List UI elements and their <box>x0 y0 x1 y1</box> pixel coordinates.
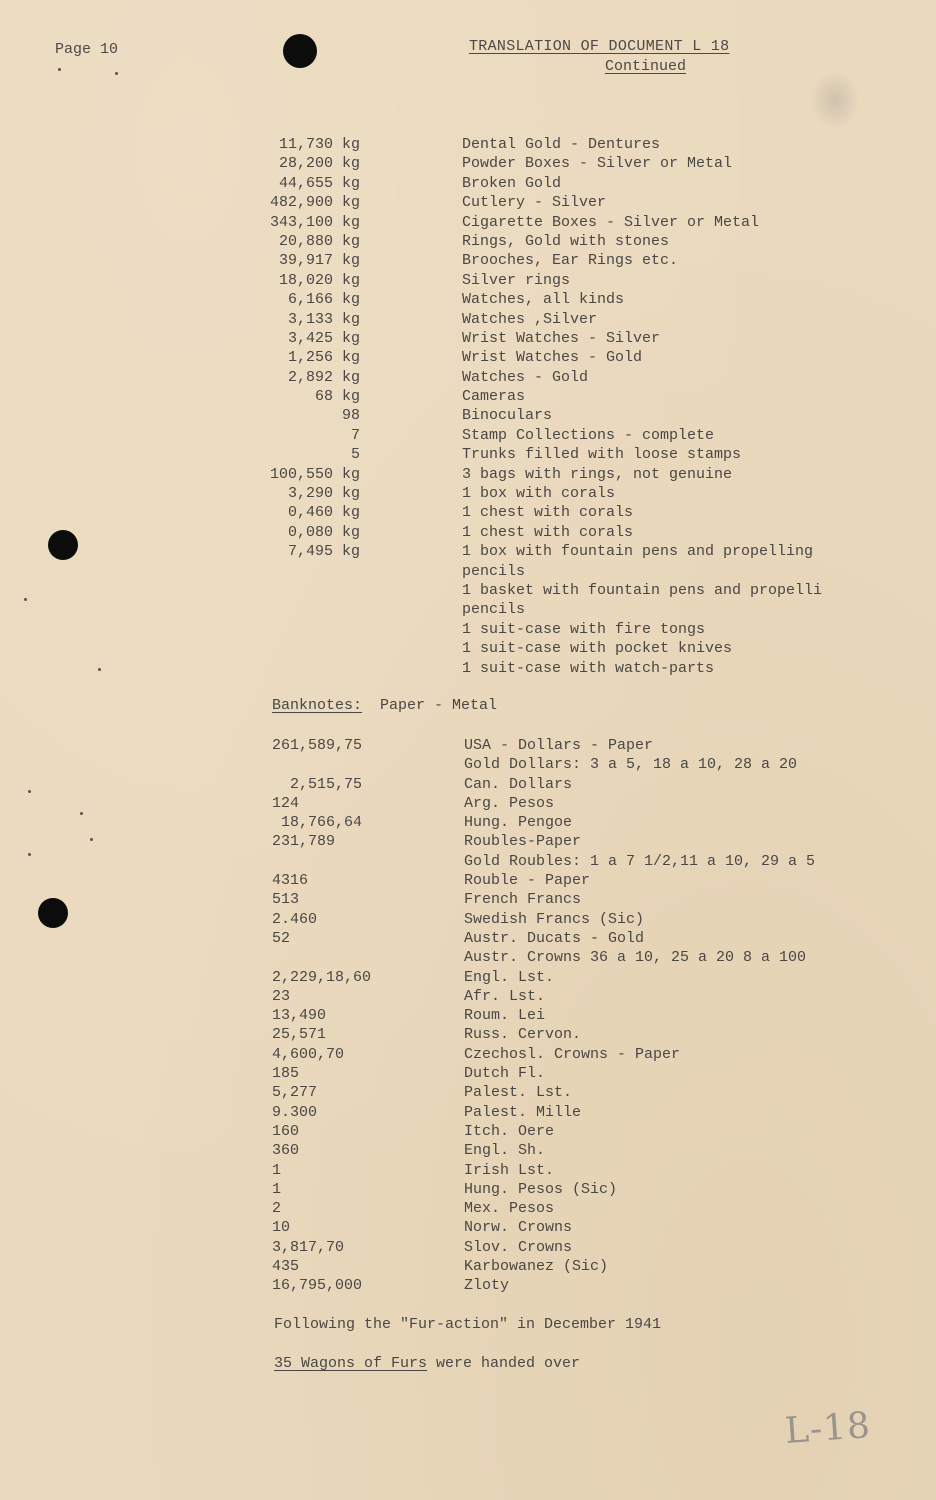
banknote-description: Dutch Fl. <box>464 1065 546 1083</box>
banknote-amount: 261,589,75 <box>272 737 363 754</box>
banknote-description: Arg. Pesos <box>464 794 555 812</box>
valuable-description: Silver rings <box>462 271 571 289</box>
banknote-description: Hung. Pesos (Sic) <box>464 1180 618 1198</box>
valuable-description: Cigarette Boxes - Silver or Metal <box>462 213 760 231</box>
valuable-description: Dental Gold - Dentures <box>462 136 661 153</box>
valuable-description: pencils <box>462 562 526 580</box>
wagons-rest: were handed over <box>427 1355 581 1372</box>
valuable-description: 1 suit-case with pocket knives <box>462 640 733 658</box>
banknote-amount: 16,795,000 <box>272 1277 363 1295</box>
banknote-description: Austr. Ducats - Gold <box>464 929 645 947</box>
valuable-quantity: 3,133 kg <box>287 310 360 328</box>
valuable-quantity <box>240 659 360 678</box>
valuable-quantity: 11,730 kg <box>278 136 360 153</box>
valuable-description: Powder Boxes - Silver or Metal <box>462 155 733 173</box>
valuable-description: Watches - Gold <box>462 368 589 386</box>
banknote-amount: 185 <box>272 1065 300 1083</box>
banknote-amount: 1 <box>272 1180 282 1198</box>
continued-label: Continued <box>605 58 687 75</box>
banknote-description: Engl. Lst. <box>464 968 555 986</box>
valuable-description: 1 suit-case with fire tongs <box>462 620 706 638</box>
valuable-quantity <box>240 600 360 619</box>
banknote-amount <box>272 852 452 871</box>
banknote-amount: 160 <box>272 1122 300 1140</box>
valuable-quantity: 68 kg <box>314 388 360 406</box>
valuable-description: 1 suit-case with watch-parts <box>462 659 715 677</box>
banknotes-heading <box>272 697 497 714</box>
banknote-description: Engl. Sh. <box>464 1142 546 1160</box>
banknotes-label: Banknotes: <box>272 697 363 714</box>
speck <box>98 668 101 671</box>
banknote-amount: 435 <box>272 1258 300 1276</box>
valuables-quantity-column <box>240 135 360 678</box>
valuable-quantity: 343,100 kg <box>269 213 360 231</box>
valuable-quantity <box>240 581 360 600</box>
banknote-amount: 2.460 <box>272 910 318 928</box>
speck <box>24 598 27 601</box>
valuable-description: 1 chest with corals <box>462 523 634 541</box>
speck <box>28 790 31 793</box>
valuable-quantity: 18,020 kg <box>278 271 360 289</box>
banknote-description: Roubles-Paper <box>464 833 582 851</box>
speck <box>80 812 83 815</box>
banknote-amount: 2 <box>272 1200 282 1218</box>
banknote-amount: 124 <box>272 794 300 812</box>
banknote-description: Palest. Lst. <box>464 1084 573 1102</box>
banknote-description: Swedish Francs (Sic) <box>464 910 645 928</box>
banknote-amount: 10 <box>272 1219 291 1237</box>
banknote-amount: 9.300 <box>272 1103 318 1121</box>
valuable-quantity: 20,880 kg <box>278 232 360 250</box>
banknote-amount: 231,789 <box>272 833 336 851</box>
page-number: Page 10 <box>55 41 119 58</box>
wagons-line <box>274 1355 580 1372</box>
valuable-description: Wrist Watches - Silver <box>462 329 661 347</box>
banknote-description: Norw. Crowns <box>464 1219 573 1237</box>
banknote-description: Slov. Crowns <box>464 1238 573 1256</box>
valuable-description: 1 box with fountain pens and propelling <box>462 543 814 561</box>
banknote-description: Gold Roubles: 1 a 7 1/2,11 a 10, 29 a 5 <box>464 852 816 870</box>
banknote-amount: 360 <box>272 1142 300 1160</box>
speck <box>28 853 31 856</box>
valuable-description: Wrist Watches - Gold <box>462 349 643 367</box>
valuable-description: Watches, all kinds <box>462 291 625 309</box>
banknote-description: Zloty <box>464 1277 510 1295</box>
banknote-amount: 25,571 <box>272 1026 327 1044</box>
banknote-amount: 4,600,70 <box>272 1045 345 1063</box>
banknote-amount: 5,277 <box>272 1084 318 1102</box>
handwritten-marginal-note: L-18 <box>783 1405 873 1452</box>
banknote-amount: 1 <box>272 1161 282 1179</box>
valuable-quantity: 2,892 kg <box>287 368 360 386</box>
valuable-quantity: 1,256 kg <box>287 349 360 367</box>
valuable-quantity: 98 <box>341 407 360 425</box>
valuable-quantity: 100,550 kg <box>269 465 360 483</box>
paper-stain <box>810 70 860 130</box>
banknote-amount: 52 <box>272 929 291 947</box>
valuable-description: Rings, Gold with stones <box>462 232 670 250</box>
banknote-amount: 4316 <box>272 872 309 890</box>
fur-action-line: Following the "Fur-action" in December 1941 <box>274 1316 662 1333</box>
banknote-description: Rouble - Paper <box>464 872 591 890</box>
banknote-amount: 2,229,18,60 <box>272 968 372 986</box>
valuable-quantity: 5 <box>350 446 360 464</box>
speck <box>115 72 118 75</box>
banknote-description: French Francs <box>464 891 582 909</box>
valuable-quantity: 28,200 kg <box>278 155 360 173</box>
banknote-amount: 3,817,70 <box>272 1238 345 1256</box>
banknote-description: Itch. Oere <box>464 1122 555 1140</box>
valuable-description: 1 basket with fountain pens and propelli <box>462 581 823 599</box>
valuable-description: Trunks filled with loose stamps <box>462 446 742 464</box>
banknote-description: Russ. Cervon. <box>464 1026 582 1044</box>
valuable-quantity <box>240 620 360 639</box>
valuable-description: Stamp Collections - complete <box>462 426 715 444</box>
valuable-description: Binoculars <box>462 407 553 425</box>
valuable-description: 1 chest with corals <box>462 504 634 522</box>
valuable-quantity: 0,080 kg <box>287 523 360 541</box>
valuable-quantity: 39,917 kg <box>278 252 360 270</box>
valuable-description: 1 box with corals <box>462 485 616 503</box>
speck <box>90 838 93 841</box>
valuable-quantity: 3,290 kg <box>287 485 360 503</box>
banknote-description: Roum. Lei <box>464 1007 546 1025</box>
banknote-description: Irish Lst. <box>464 1161 555 1179</box>
banknotes-amount-column <box>272 736 452 1296</box>
valuable-quantity <box>240 562 360 581</box>
document-title <box>469 38 729 55</box>
valuable-quantity: 6,166 kg <box>287 291 360 309</box>
banknote-amount: 18,766,64 <box>272 814 363 832</box>
valuable-description: pencils <box>462 601 526 619</box>
banknote-description: USA - Dollars - Paper <box>464 737 654 754</box>
banknote-amount: 2,515,75 <box>272 775 363 793</box>
valuable-quantity <box>240 639 360 658</box>
valuable-quantity: 44,655 kg <box>278 174 360 192</box>
valuables-description-column <box>462 135 882 678</box>
punch-hole-left-lower <box>38 898 68 928</box>
valuable-description: Cutlery - Silver <box>462 194 607 212</box>
punch-hole-top <box>283 34 317 68</box>
valuable-description: 3 bags with rings, not genuine <box>462 465 733 483</box>
banknote-description: Afr. Lst. <box>464 987 546 1005</box>
punch-hole-left-upper <box>48 530 78 560</box>
banknotes-subtitle: Paper - Metal <box>380 697 498 714</box>
banknote-description: Hung. Pengoe <box>464 814 573 832</box>
wagons-underlined: 35 Wagons of Furs <box>274 1355 428 1372</box>
speck <box>58 68 61 71</box>
banknotes-description-column <box>464 736 884 1296</box>
banknote-description: Karbowanez (Sic) <box>464 1258 609 1276</box>
banknote-description: Czechosl. Crowns - Paper <box>464 1045 681 1063</box>
valuable-quantity: 7 <box>350 426 360 444</box>
valuable-quantity: 482,900 kg <box>269 194 360 212</box>
banknote-description: Mex. Pesos <box>464 1200 555 1218</box>
banknote-amount: 13,490 <box>272 1007 327 1025</box>
document-title-text: TRANSLATION OF DOCUMENT L 18 <box>469 38 730 55</box>
banknote-amount: 513 <box>272 891 300 909</box>
valuable-quantity: 3,425 kg <box>287 329 360 347</box>
banknote-amount <box>272 948 452 967</box>
valuable-description: Broken Gold <box>462 174 562 192</box>
banknote-description: Can. Dollars <box>464 775 573 793</box>
valuable-quantity: 0,460 kg <box>287 504 360 522</box>
banknote-description: Palest. Mille <box>464 1103 582 1121</box>
banknote-amount <box>272 755 452 774</box>
banknote-description: Gold Dollars: 3 a 5, 18 a 10, 28 a 20 <box>464 756 798 774</box>
valuable-description: Cameras <box>462 388 526 406</box>
valuable-description: Watches ,Silver <box>462 310 598 328</box>
banknote-amount: 23 <box>272 987 291 1005</box>
valuable-quantity: 7,495 kg <box>287 543 360 561</box>
banknote-description: Austr. Crowns 36 a 10, 25 a 20 8 a 100 <box>464 949 807 967</box>
valuable-description: Brooches, Ear Rings etc. <box>462 252 679 270</box>
